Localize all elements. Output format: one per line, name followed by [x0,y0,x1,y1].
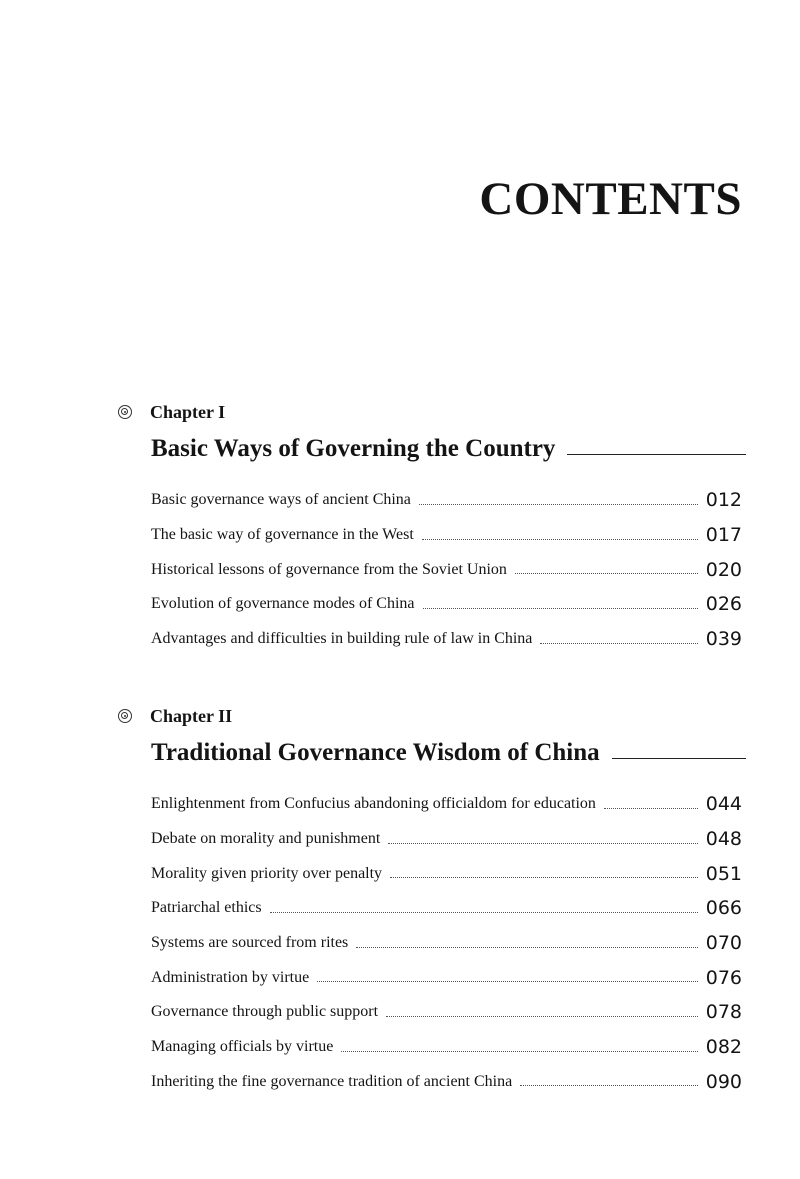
dot-leader [515,573,698,574]
dot-leader [388,843,697,844]
toc-entry[interactable] [151,483,742,518]
chapter-entries [151,483,742,656]
chapter-title[interactable]: Basic Ways of Governing the Country [151,435,556,462]
entry-title: Morality given priority over penalty [151,864,383,882]
entry-title: Debate on morality and punishment [151,830,381,848]
dot-leader [386,1016,698,1017]
toc-entry[interactable] [151,1065,742,1100]
dot-leader [317,981,698,982]
chapter-label-row [118,401,225,423]
dot-leader [341,1051,697,1052]
entry-page-number: 066 [705,897,742,920]
toc-entry[interactable] [151,622,742,657]
entry-page-number: 026 [705,593,742,616]
entry-page-number: 078 [705,1001,742,1024]
entry-page-number: 048 [705,828,742,851]
chapter-title-rule [612,758,746,759]
toc-entry[interactable] [151,822,742,857]
entry-title: Administration by virtue [151,968,310,986]
chapter-label: Chapter I [150,401,226,422]
dot-leader [423,608,698,609]
entry-title: Managing officials by virtue [151,1038,334,1056]
toc-entry[interactable] [151,960,742,995]
toc-entry[interactable] [151,552,742,587]
entry-page-number: 082 [705,1036,742,1059]
entry-title: The basic way of governance in the West [151,526,414,544]
entry-page-number: 090 [705,1070,742,1093]
entry-title: Patriarchal ethics [151,899,262,917]
dot-leader [604,808,698,809]
toc-entry[interactable] [151,518,742,553]
entry-title: Historical lessons of governance from the Soviet Union [151,560,507,578]
dot-leader [419,504,698,505]
toc-entry[interactable] [151,787,742,822]
dot-leader [356,947,697,948]
entry-page-number: 020 [705,558,742,581]
entry-title: Advantages and difficulties in building rule of law in China [151,630,533,648]
entry-title: Inheriting the fine governance tradition of ancient China [151,1072,513,1090]
toc-entry[interactable] [151,856,742,891]
dot-leader [520,1085,698,1086]
entry-title: Governance through public support [151,1003,379,1021]
entry-title: Enlightenment from Confucius abandoning officialdom for education [151,795,596,813]
entry-page-number: 051 [705,862,742,885]
page-title: CONTENTS [479,173,742,225]
entry-page-number: 039 [705,628,742,651]
entry-page-number: 017 [705,524,742,547]
dot-leader [270,912,698,913]
entry-page-number: 076 [705,966,742,989]
entry-title: Systems are sourced from rites [151,934,349,952]
dot-leader [390,877,698,878]
target-bullet-icon [118,709,132,723]
chapter-entries [151,787,742,1099]
entry-page-number: 070 [705,932,742,955]
chapter-title-row [151,431,746,467]
dot-leader [422,539,698,540]
toc-entry[interactable] [151,891,742,926]
entry-title: Evolution of governance modes of China [151,595,415,613]
toc-entry[interactable] [151,995,742,1030]
chapter-label: Chapter II [150,705,233,726]
toc-entry[interactable] [151,587,742,622]
entry-title: Basic governance ways of ancient China [151,491,411,509]
toc-entry[interactable] [151,926,742,961]
chapter-label-row [118,705,232,727]
entry-page-number: 044 [705,793,742,816]
chapter-title-row [151,735,746,771]
chapter-title[interactable]: Traditional Governance Wisdom of China [151,739,600,766]
chapter-title-rule [567,454,746,455]
target-bullet-icon [118,405,132,419]
toc-entry[interactable] [151,1030,742,1065]
entry-page-number: 012 [705,489,742,512]
dot-leader [540,643,697,644]
